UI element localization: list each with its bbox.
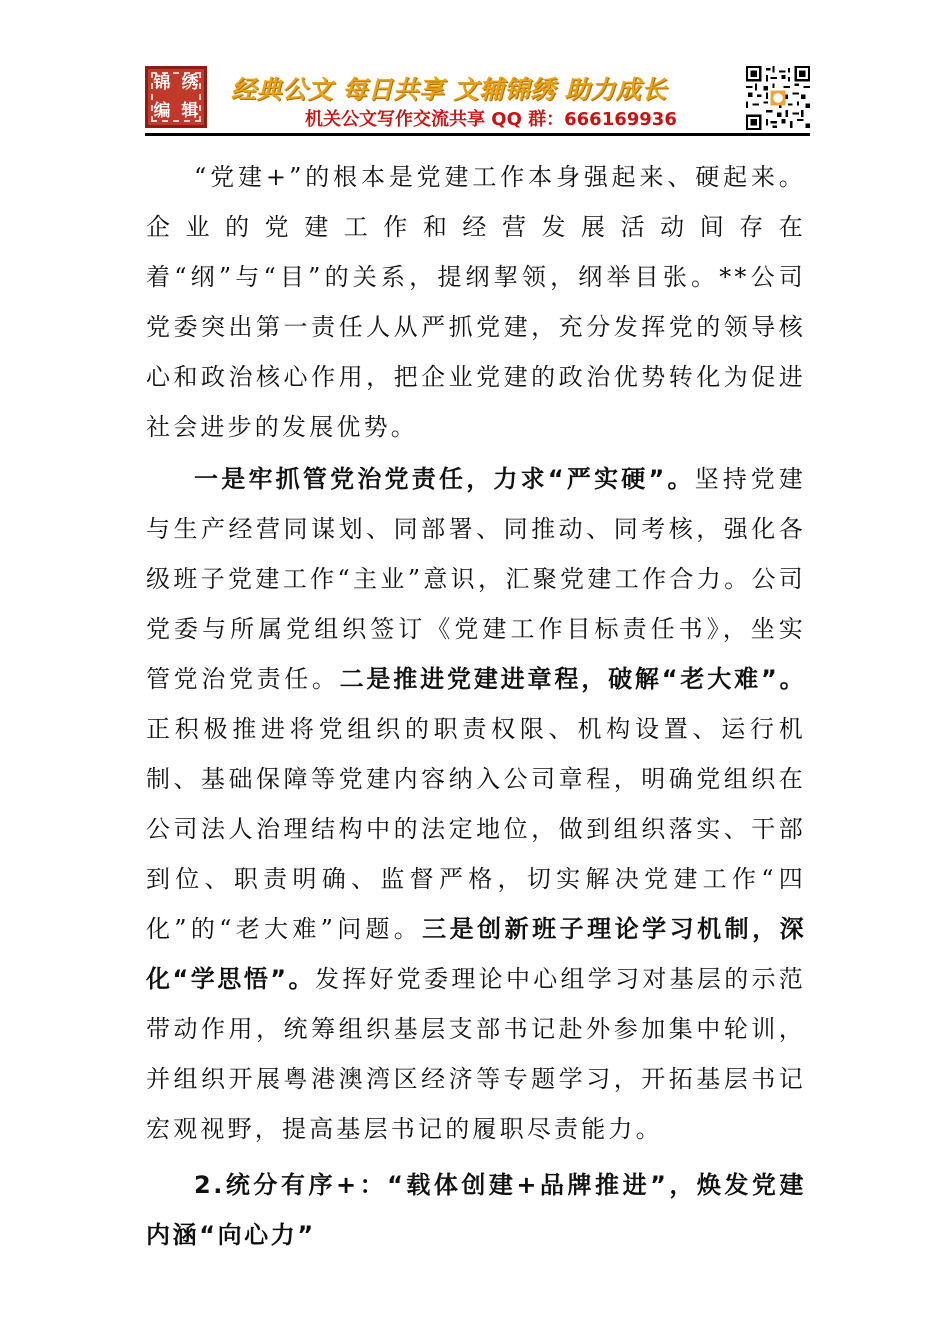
seal-char: 锦	[153, 72, 171, 93]
header-rule	[145, 133, 810, 136]
qr-code-icon	[746, 66, 810, 130]
bold-point-1: 一是牢抓管党治党责任，力求“严实硬”。	[194, 465, 695, 493]
bold-point-2: 二是推进党建进章程，破解“老大难”。	[339, 665, 806, 693]
header-qq-line: 机关公文写作交流共享 QQ 群：666169936	[305, 109, 677, 130]
document-header	[145, 66, 810, 134]
seal-char: 绣	[181, 72, 199, 93]
point-3-text: 发挥好党委理论中心组学习对基层的示范带动作用，统筹组织基层支部书记赴外参加集中轮训，并组织开展粤港澳湾区经济等专题学习，开拓基层书记宏观视野，提高基层书记的履职尽责能力。	[146, 965, 806, 1143]
seal-char: 辑	[181, 100, 199, 121]
point-2-text: 正积极推进将党组织的职责权限、机构设置、运行机制、基础保障等党建内容纳入公司章程，明确党组织在公司法人治理结构中的法定地位，做到组织落实、干部到位、职责明确、监督严格，切实解决党建工作“四化”的“老大难”问题。	[146, 715, 806, 943]
section-heading-2: 2.统分有序+：“载体创建+品牌推进”，焕发党建内涵“向心力”	[146, 1171, 806, 1249]
seal-char: 编	[153, 100, 171, 121]
paragraph-intro: “党建+”的根本是党建工作本身强起来、硬起来。企业的党建工作和经营发展活动间存在着“纲”与“目”的关系，提纲挈领，纲举目张。**公司党委突出第一责任人从严抓党建，充分发挥党的领导核心和政治核心作用，把企业党建的政治优势转化为促进社会进步的发展优势。	[146, 163, 806, 441]
paragraph-measures	[146, 454, 806, 1154]
header-slogan: 经典公文 每日共享 文辅锦绣 助力成长	[231, 75, 667, 104]
bold-point-3: 三是创新班子理论学习机制，深化“学思悟”。	[146, 915, 806, 993]
seal-logo	[145, 66, 207, 128]
point-1-text: 坚持党建与生产经营同谋划、同部署、同推动、同考核，强化各级班子党建工作“主业”意识，汇聚党建工作合力。公司党委与所属党组织签订《党建工作目标责任书》，坐实管党治党责任。	[146, 465, 806, 693]
document-body	[146, 152, 806, 1284]
